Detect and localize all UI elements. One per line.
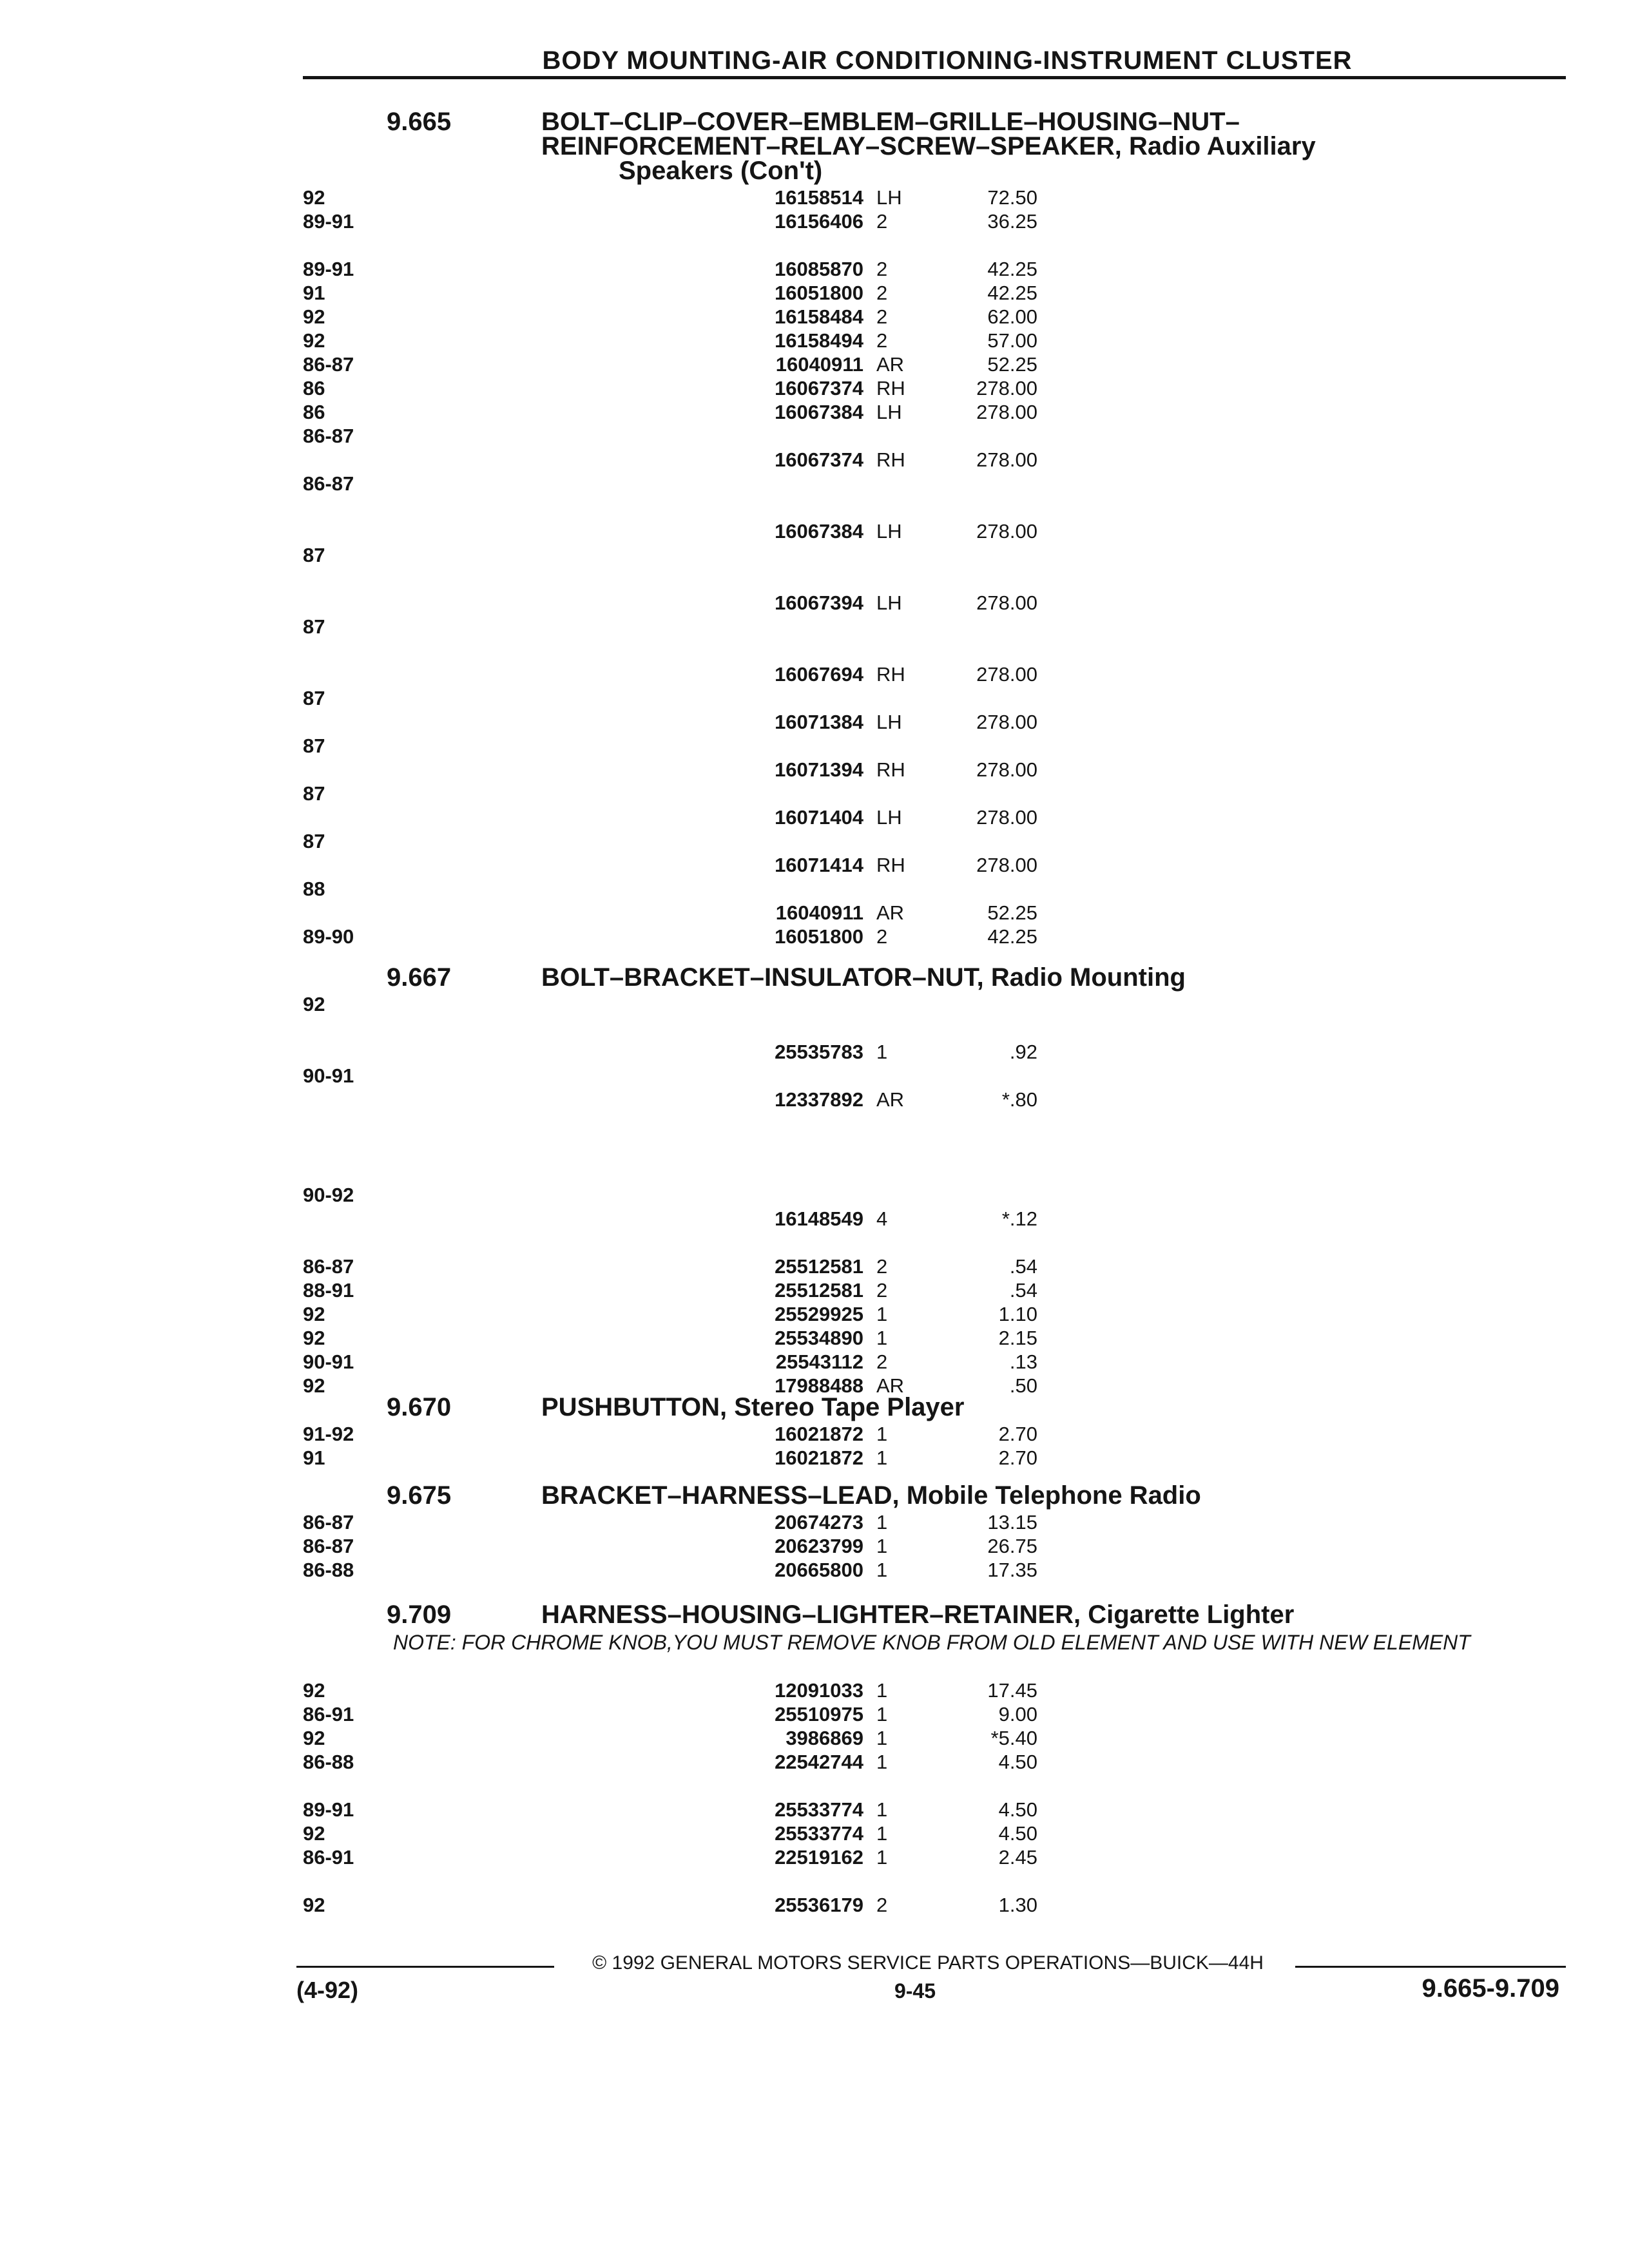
quantity: 2 (876, 210, 888, 233)
price: *.80 (1001, 1088, 1037, 1111)
footer-rule-right (1295, 1966, 1566, 1968)
part-number: 25512581 (775, 1255, 863, 1278)
quantity: RH (876, 448, 905, 471)
part-number: 16040911 (775, 901, 863, 924)
price: 17.35 (987, 1559, 1037, 1581)
price: 1.30 (998, 1894, 1037, 1916)
quantity: 2 (876, 925, 888, 948)
quantity: 1 (876, 1559, 888, 1581)
part-number: 16067394 (775, 591, 863, 614)
part-number: 25512581 (775, 1279, 863, 1302)
part-number: 16071404 (775, 806, 863, 829)
quantity: LH (876, 591, 902, 614)
quantity: 2 (876, 258, 888, 280)
section-number: 9.667 (387, 963, 452, 992)
quantity: 2 (876, 329, 888, 352)
model-years: 91 (303, 282, 325, 304)
price: 278.00 (976, 854, 1037, 876)
model-years: 87 (303, 782, 325, 805)
model-years: 92 (303, 993, 325, 1015)
section-title (541, 1602, 1294, 1627)
quantity: LH (876, 520, 902, 543)
price: *5.40 (990, 1727, 1037, 1749)
quantity: 1 (876, 1446, 888, 1469)
quantity: 1 (876, 1041, 888, 1063)
part-number: 16148549 (775, 1207, 863, 1230)
section-title (541, 110, 1316, 183)
model-years: 91 (303, 1446, 325, 1469)
model-years: 91-92 (303, 1423, 354, 1445)
price: 278.00 (976, 711, 1037, 733)
quantity: 1 (876, 1511, 888, 1533)
quantity: AR (876, 1374, 905, 1397)
model-years: 92 (303, 1679, 325, 1702)
price: 72.50 (987, 186, 1037, 209)
section-title-line: HARNESS–HOUSING–LIGHTER–RETAINER, Cigarette Lighter (541, 1600, 1295, 1629)
part-number: 22542744 (775, 1751, 863, 1773)
section-title-line: Speakers (Con't) (619, 157, 823, 185)
price: 9.00 (998, 1703, 1037, 1725)
section-title-line: BOLT–CLIP–COVER–EMBLEM–GRILLE–HOUSING–NUT– (541, 108, 1240, 136)
quantity: LH (876, 186, 902, 209)
footer-copyright: © 1992 GENERAL MOTORS SERVICE PARTS OPERATIONS—BUICK—44H (592, 1952, 1264, 1974)
quantity: 1 (876, 1303, 888, 1325)
quantity: RH (876, 377, 905, 399)
price: 278.00 (976, 758, 1037, 781)
quantity: 1 (876, 1822, 888, 1845)
part-number: 16071384 (775, 711, 863, 733)
part-number: 12337892 (775, 1088, 863, 1111)
model-years: 89-90 (303, 925, 354, 948)
model-years: 87 (303, 830, 325, 852)
part-number: 25535783 (775, 1041, 863, 1063)
quantity: 1 (876, 1751, 888, 1773)
footer-rule-left (296, 1966, 554, 1968)
section-title-line: BOLT–BRACKET–INSULATOR–NUT, Radio Mounting (541, 963, 1186, 992)
part-number: 3986869 (786, 1727, 863, 1749)
model-years: 86-88 (303, 1751, 354, 1773)
part-number: 25543112 (775, 1350, 863, 1373)
quantity: LH (876, 401, 902, 423)
model-years: 86-91 (303, 1846, 354, 1869)
part-number: 16040911 (775, 353, 863, 376)
quantity: LH (876, 711, 902, 733)
quantity: 2 (876, 1894, 888, 1916)
model-years: 86 (303, 377, 325, 399)
model-years: 86-88 (303, 1559, 354, 1581)
quantity: AR (876, 353, 905, 376)
price: 2.70 (998, 1423, 1037, 1445)
part-number: 16067694 (775, 663, 863, 686)
part-number: 16158494 (775, 329, 863, 352)
price: .13 (1009, 1350, 1037, 1373)
price: 278.00 (976, 591, 1037, 614)
model-years: 87 (303, 615, 325, 638)
model-years: 86-87 (303, 1511, 354, 1533)
section-title (541, 965, 1186, 990)
footer-date: (4-92) (296, 1977, 359, 2003)
quantity: 1 (876, 1727, 888, 1749)
model-years: 87 (303, 735, 325, 757)
quantity: RH (876, 758, 905, 781)
part-number: 17988488 (775, 1374, 863, 1397)
quantity: 2 (876, 1350, 888, 1373)
model-years: 92 (303, 1822, 325, 1845)
quantity: 1 (876, 1846, 888, 1869)
quantity: 2 (876, 1255, 888, 1278)
quantity: 2 (876, 1279, 888, 1302)
model-years: 88-91 (303, 1279, 354, 1302)
model-years: 92 (303, 329, 325, 352)
quantity: 1 (876, 1423, 888, 1445)
part-number: 16156406 (775, 210, 863, 233)
part-number: 20665800 (775, 1559, 863, 1581)
model-years: 86-87 (303, 1255, 354, 1278)
model-years: 92 (303, 1727, 325, 1749)
price: 2.45 (998, 1846, 1037, 1869)
quantity: RH (876, 663, 905, 686)
price: 52.25 (987, 353, 1037, 376)
part-number: 16051800 (775, 925, 863, 948)
footer-page-number: 9-45 (894, 1979, 936, 2003)
model-years: 89-91 (303, 210, 354, 233)
price: 2.70 (998, 1446, 1037, 1469)
model-years: 86 (303, 401, 325, 423)
model-years: 92 (303, 1894, 325, 1916)
part-number: 25533774 (775, 1798, 863, 1821)
part-number: 16021872 (775, 1423, 863, 1445)
price: 36.25 (987, 210, 1037, 233)
price: 62.00 (987, 305, 1037, 328)
price: 278.00 (976, 377, 1037, 399)
section-title-line: BRACKET–HARNESS–LEAD, Mobile Telephone Radio (541, 1481, 1201, 1510)
price: 17.45 (987, 1679, 1037, 1702)
part-number: 16071394 (775, 758, 863, 781)
price: 42.25 (987, 282, 1037, 304)
price: 278.00 (976, 663, 1037, 686)
section-note: NOTE: FOR CHROME KNOB,YOU MUST REMOVE KNOB FROM OLD ELEMENT AND USE WITH NEW ELEMENT (393, 1631, 1470, 1654)
model-years: 87 (303, 544, 325, 566)
section-title (541, 1483, 1201, 1508)
part-number: 25510975 (775, 1703, 863, 1725)
footer-section-range: 9.665-9.709 (1422, 1974, 1559, 2003)
section-title-line: REINFORCEMENT–RELAY–SCREW–SPEAKER, Radio Auxiliary (541, 132, 1316, 160)
price: 1.10 (998, 1303, 1037, 1325)
model-years: 89-91 (303, 258, 354, 280)
part-number: 25534890 (775, 1327, 863, 1349)
price: .50 (1009, 1374, 1037, 1397)
model-years: 88 (303, 878, 325, 900)
section-title-line: PUSHBUTTON, Stereo Tape Player (541, 1393, 965, 1421)
price: 278.00 (976, 806, 1037, 829)
section-number: 9.670 (387, 1393, 452, 1421)
model-years: 90-91 (303, 1350, 354, 1373)
quantity: 1 (876, 1327, 888, 1349)
part-number: 16067384 (775, 401, 863, 423)
quantity: 1 (876, 1535, 888, 1557)
price: 26.75 (987, 1535, 1037, 1557)
part-number: 16158514 (775, 186, 863, 209)
quantity: 1 (876, 1679, 888, 1702)
quantity: 2 (876, 282, 888, 304)
model-years: 92 (303, 305, 325, 328)
quantity: 4 (876, 1207, 888, 1230)
model-years: 92 (303, 1374, 325, 1397)
model-years: 87 (303, 687, 325, 709)
part-number: 20623799 (775, 1535, 863, 1557)
part-number: 16067374 (775, 377, 863, 399)
price: 57.00 (987, 329, 1037, 352)
part-number: 25533774 (775, 1822, 863, 1845)
price: 278.00 (976, 448, 1037, 471)
part-number: 16067374 (775, 448, 863, 471)
section-number: 9.665 (387, 108, 452, 136)
model-years: 90-91 (303, 1064, 354, 1087)
price: *.12 (1001, 1207, 1037, 1230)
part-number: 12091033 (775, 1679, 863, 1702)
price: 4.50 (998, 1798, 1037, 1821)
header-rule (303, 76, 1566, 79)
quantity: AR (876, 901, 905, 924)
page-header: BODY MOUNTING-AIR CONDITIONING-INSTRUMENT CLUSTER (542, 46, 1353, 75)
model-years: 90-92 (303, 1184, 354, 1206)
quantity: AR (876, 1088, 905, 1111)
price: 4.50 (998, 1751, 1037, 1773)
model-years: 86-87 (303, 1535, 354, 1557)
price: 278.00 (976, 401, 1037, 423)
model-years: 92 (303, 1327, 325, 1349)
section-title (541, 1395, 964, 1419)
model-years: 92 (303, 186, 325, 209)
model-years: 86-87 (303, 472, 354, 495)
part-number: 22519162 (775, 1846, 863, 1869)
part-number: 16067384 (775, 520, 863, 543)
part-number: 16051800 (775, 282, 863, 304)
price: 42.25 (987, 258, 1037, 280)
part-number: 16071414 (775, 854, 863, 876)
part-number: 16021872 (775, 1446, 863, 1469)
price: 52.25 (987, 901, 1037, 924)
price: .54 (1009, 1255, 1037, 1278)
price: .92 (1009, 1041, 1037, 1063)
section-number: 9.709 (387, 1600, 452, 1629)
part-number: 25529925 (775, 1303, 863, 1325)
part-number: 20674273 (775, 1511, 863, 1533)
quantity: 1 (876, 1703, 888, 1725)
model-years: 92 (303, 1303, 325, 1325)
model-years: 86-87 (303, 425, 354, 447)
quantity: RH (876, 854, 905, 876)
price: 13.15 (987, 1511, 1037, 1533)
quantity: 1 (876, 1798, 888, 1821)
section-number: 9.675 (387, 1481, 452, 1510)
model-years: 89-91 (303, 1798, 354, 1821)
price: 278.00 (976, 520, 1037, 543)
quantity: 2 (876, 305, 888, 328)
price: 42.25 (987, 925, 1037, 948)
price: 2.15 (998, 1327, 1037, 1349)
price: 4.50 (998, 1822, 1037, 1845)
model-years: 86-91 (303, 1703, 354, 1725)
model-years: 86-87 (303, 353, 354, 376)
price: .54 (1009, 1279, 1037, 1302)
quantity: LH (876, 806, 902, 829)
part-number: 16085870 (775, 258, 863, 280)
part-number: 16158484 (775, 305, 863, 328)
part-number: 25536179 (775, 1894, 863, 1916)
